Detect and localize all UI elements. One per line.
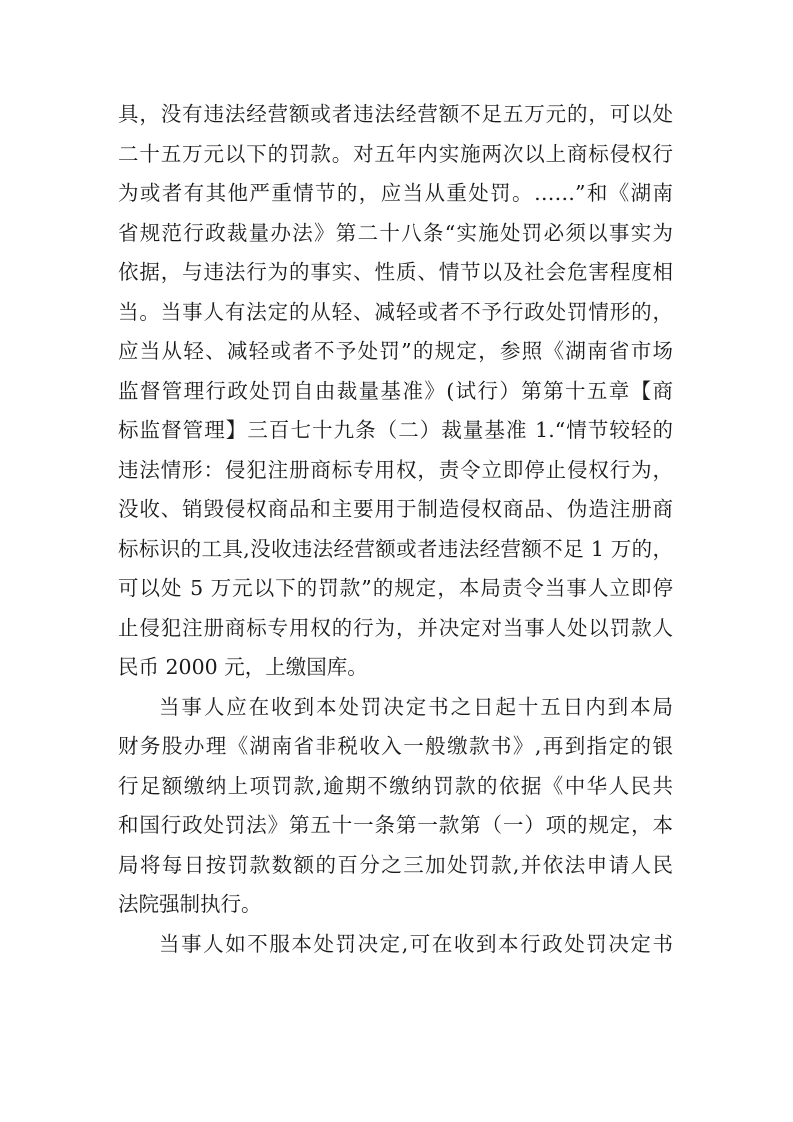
text-line: 财务股办理《湖南省非税收入一般缴款书》,再到指定的银 <box>118 734 673 758</box>
text-line: 为或者有其他严重情节的，应当从重处罚。……”和《湖南 <box>118 181 673 205</box>
text-line: 没收、销毁侵权商品和主要用于制造侵权商品、伪造注册商 <box>118 497 673 521</box>
paragraph-appeal-rights <box>118 925 673 965</box>
text-line: 可以处 5 万元以下的罚款”的规定，本局责令当事人立即停 <box>118 576 673 600</box>
text-line: 当事人如不服本处罚决定,可在收到本行政处罚决定书 <box>159 931 673 956</box>
text-line: 止侵犯注册商标专用权的行为，并决定对当事人处以罚款人 <box>118 615 673 640</box>
text-line: 法院强制执行。 <box>118 892 262 916</box>
text-line: 局将每日按罚款数额的百分之三加处罚款,并依法申请人民 <box>118 852 673 877</box>
text-line: 应当从轻、减轻或者不予处罚”的规定，参照《湖南省市场 <box>118 339 673 363</box>
paragraph-payment-instructions <box>118 688 673 925</box>
text-line: 行足额缴纳上项罚款,逾期不缴纳罚款的依据《中华人民共 <box>118 773 673 798</box>
text-line: 违法情形：侵犯注册商标专用权，责令立即停止侵权行为， <box>118 457 673 482</box>
document-body <box>118 95 673 964</box>
text-line: 标监督管理】三百七十九条（二）裁量基准 1.“情节较轻的 <box>118 418 673 442</box>
text-line: 民币 2000 元，上缴国库。 <box>118 655 368 679</box>
text-line: 当。当事人有法定的从轻、减轻或者不予行政处罚情形的， <box>118 299 673 324</box>
text-line: 当事人应在收到本处罚决定书之日起十五日内到本局 <box>159 694 673 719</box>
text-line: 省规范行政裁量办法》第二十八条“实施处罚必须以事实为 <box>118 220 673 245</box>
text-line: 依据，与违法行为的事实、性质、情节以及社会危害程度相 <box>118 260 673 284</box>
paragraph-penalty-basis <box>118 95 673 688</box>
text-line: 二十五万元以下的罚款。对五年内实施两次以上商标侵权行 <box>118 141 673 166</box>
text-line: 监督管理行政处罚自由裁量基准》(试行）第第十五章【商 <box>118 378 673 403</box>
text-line: 和国行政处罚法》第五十一条第一款第（一）项的规定，本 <box>118 813 673 837</box>
text-line: 具，没有违法经营额或者违法经营额不足五万元的，可以处 <box>118 102 673 126</box>
text-line: 标标识的工具,没收违法经营额或者违法经营额不足 1 万的， <box>118 536 673 561</box>
